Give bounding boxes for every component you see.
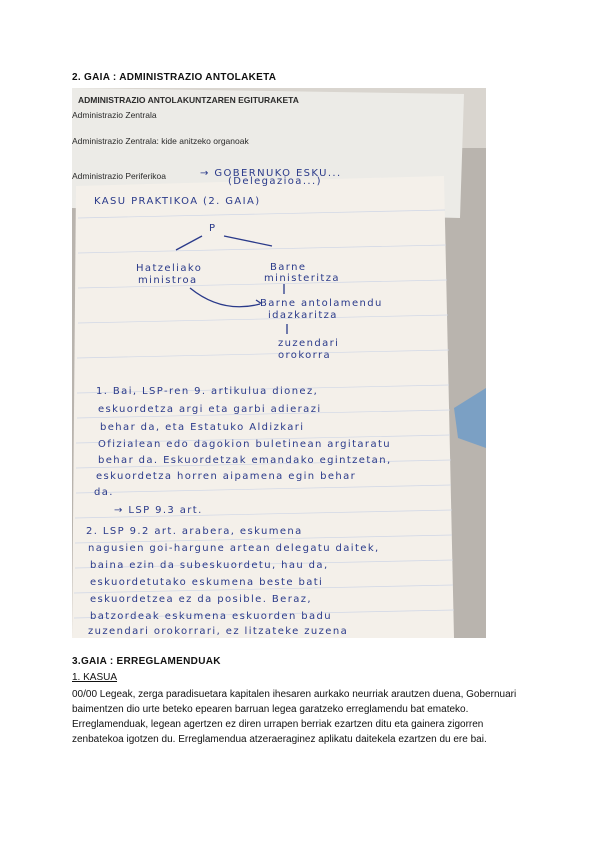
- hw-p: P: [209, 223, 217, 234]
- svg-text:zuzendari orokorrari, ez litza: zuzendari orokorrari, ez litzateke zuzena: [88, 626, 349, 637]
- hw-title: KASU PRAKTIKOA (2. GAIA): [94, 196, 261, 207]
- svg-text:batzordeak eskumena eskuorden: batzordeak eskumena eskuorden badu: [90, 611, 333, 622]
- hw-left-node-2: ministroa: [138, 275, 198, 286]
- hw-bottom-node-2: orokorra: [278, 350, 332, 361]
- svg-text:behar da. Eskuordetzak emandak: behar da. Eskuordetzak emandako egintzetan,: [98, 455, 392, 466]
- section-2-heading: 2. GAIA : ADMINISTRAZIO ANTOLAKETA: [72, 72, 277, 83]
- svg-text:eskuordetza horren aipamena eg: eskuordetza horren aipamena egin behar: [96, 471, 357, 482]
- printed-line-1: Administrazio Zentrala: [72, 110, 157, 120]
- svg-text:eskuordetzea ez da posible. Be: eskuordetzea ez da posible. Beraz,: [90, 594, 312, 605]
- svg-text:baina ezin da subeskuordetu, h: baina ezin da subeskuordetu, hau da,: [90, 560, 329, 571]
- hw-right-node-1: Barne: [270, 262, 307, 273]
- svg-text:da.: da.: [94, 487, 114, 498]
- svg-text:eskuordetza argi eta garbi adi: eskuordetza argi eta garbi adierazi: [98, 404, 322, 415]
- printed-line-3: Administrazio Periferikoa: [72, 171, 167, 181]
- hw-top-line: → GOBERNUKO ESKU...: [200, 168, 342, 179]
- svg-text:Ofizialean edo dagokion buleti: Ofizialean edo dagokion buletinean argitaratu: [98, 439, 392, 450]
- hw-top-sub: (Delegazioa...): [228, 176, 322, 187]
- svg-text:1. Bai, LSP-ren 9. artikulua d: 1. Bai, LSP-ren 9. artikulua dionez,: [96, 386, 319, 397]
- hw-answer-1-ref: → LSP 9.3 art.: [114, 505, 203, 516]
- hw-mid-node-2: idazkaritza: [268, 310, 338, 321]
- svg-text:2. LSP 9.2 art. arabera, eskum: 2. LSP 9.2 art. arabera, eskumena: [86, 526, 303, 537]
- hw-bottom-node-1: zuzendari: [278, 338, 340, 349]
- hw-mid-node-1: Barne antolamendu: [260, 298, 383, 309]
- printed-line-2: Administrazio Zentrala: kide anitzeko organoak: [72, 136, 249, 146]
- section-3-heading: 3.GAIA : ERREGLAMENDUAK: [72, 656, 221, 667]
- hw-right-node-2: ministeritza: [264, 273, 340, 284]
- handwritten-notes-photo: [72, 88, 486, 638]
- hw-left-node-1: Hatzeliako: [136, 263, 203, 274]
- printed-title: ADMINISTRAZIO ANTOLAKUNTZAREN EGITURAKETA: [78, 95, 299, 105]
- svg-text:nagusien goi-hargune artean de: nagusien goi-hargune artean delegatu daitek,: [88, 543, 380, 554]
- svg-text:behar da, eta Estatuko Aldizka: behar da, eta Estatuko Aldizkari: [100, 422, 305, 433]
- case-paragraph: 00/00 Legeak, zerga paradisuetara kapitalen ihesaren aurkako neurriak arautzen duena, Gobernuari baimentzen dio urte beteko epearen barruan legea garatzeko erreglamendu bat emateko. Erreglamenduak, legean agertzen ez diren urrapen berriak ezartzen ditu eta gainera zigorren zenbatekoa igotzen du. Erreglamendua atzeraeraginez aplikatu daitekela ezartzen du ere bai.: [72, 689, 517, 745]
- svg-text:eskuordetutako eskumena beste: eskuordetutako eskumena beste bati: [90, 577, 324, 588]
- case-label: 1. KASUA: [72, 672, 118, 683]
